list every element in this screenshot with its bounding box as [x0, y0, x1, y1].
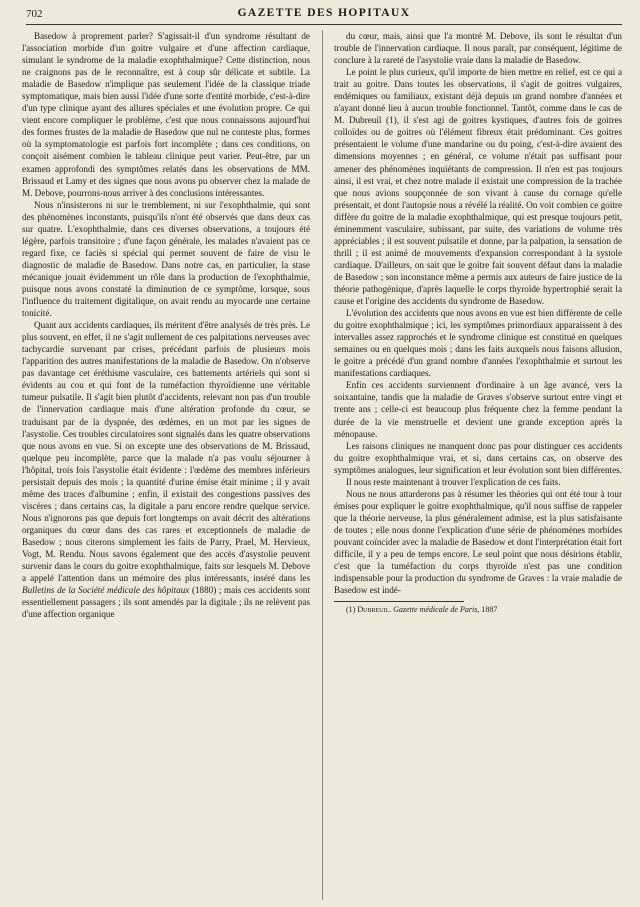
paragraph: Il nous reste maintenant à trouver l'explication de ces faits. [346, 476, 561, 487]
paragraph: L'évolution des accidents que nous avons en vue est bien différente de celle du goitre exophthalmique ; ici, les symptômes primordiaux apparaissent à des intervalles assez rapprochés et le syndrome clinique est constitué en quelques semaines ou en quelques mois ; dans les faits auxquels nous faisons allusion, le goitre a précédé d'un grand nombre d'années l'exophthalmie et surtout les manifestations cardiaques. [334, 308, 622, 379]
footnote-author: Dubreuil. [357, 605, 392, 615]
paragraph: Les raisons cliniques ne manquent donc pas pour distinguer ces accidents du goitre exophthalmique vrai, et si, dans certains cas, on observe des symptômes analogues, leur signification et leur évolution sont bien différentes. [334, 440, 622, 475]
paragraph-text: Quant aux accidents cardiaques, ils méritent d'être analysés de très près. Le plus souvent, en effet, il ne s'agit nullement de ces palpitations nerveuses avec tachycardie survenant par crises, précédant parfois de plusieurs mois l'apparition des autres manifestations de la maladie de Basedow. On n'observe pas davantage cet éréthisme vasculaire, ces battements artériels qui sont si évidents au cou et qui font de la tuméfaction thyroïdienne une véritable tumeur pulsatile. Il s'agit bien plutôt d'accidents, relevant non pas d'un trouble de l'innervation cardiaque mais d'une altération profonde du cœur, se traduisant par de la dyspnée, des œdèmes, en un mot par les signes de l'asystolie. Ces troubles circulatoires sont signalés dans les quatre observations que nous avons en vue. Si on excepte une des observations de M. Brissaud, quelque peu incomplète, parce que la malade n'a pas voulu séjourner à l'hôpital, trois fois l'asystolie était évidente : l'œdème des membres inférieurs persistait depuis des mois ; la quantité d'urine émise était minime ; il y avait même des traces d'albumine ; enfin, il existait des congestions passives des viscères ; dans certains cas, la digitale a paru encore rendre quelque service. Nous n'ignorons pas que depuis fort longtemps on avait décrit des altérations organiques du cœur dans des cas rares et exceptionnels de maladie de Basedow ; nous citerons simplement les faits de Parry, Prael, M. Hervieux, Vogt, M. Rendu. Nous savons également que des accès d'asystolie peuvent survenir dans le cours du goitre exophthalmique, faits sur lesquels M. Debove a appelé l'attention dans un mémoire des plus intéressants, inséré dans les [22, 320, 310, 584]
paragraph: Enfin ces accidents surviennent d'ordinaire à un âge avancé, vers la soixantaine, tandis que la maladie de Graves s'observe surtout entre vingt et trente ans ; celle-ci est beaucoup plus fréquente chez la femme pendant la durée de la vie menstruelle et devient une grande exception après la ménopause. [334, 380, 622, 439]
footnote-rule [334, 601, 464, 602]
page-number: 702 [26, 8, 43, 20]
footnote-marker: (1) [346, 605, 356, 615]
column-divider [322, 30, 323, 900]
paragraph: Basedow à proprement parler? S'agissait-il d'un syndrome résultant de l'association morbide d'un goitre vulgaire et d'une affection cardiaque, simulant le syndrome de la maladie exophthalmique? Cette distinction, nous ne craignons pas de le reconnaître, est à coup sûr délicate et subtile. La maladie de Basedow n'implique pas seulement l'idée de la classique triade symptomatique, mais bien aussi l'idée d'une sorte d'entité morbide, c'est-à-dire d'un type clinique ayant des allures spéciales et une évolution propre. Ce qui vient encore compliquer le problème, c'est que nous connaissons aujourd'hui des formes frustes de la maladie de Basedow que nul ne conteste plus, formes où la symptomatologie est parfois fort incomplète ; dans ces conditions, on conçoit aisément combien le tableau clinique peut varier. Peut-être, par un examen approfondi des symptômes relatés dans les observations de MM. Brissaud et Lamy et des signes que nous avons pu observer chez la malade de M. Debove, pourrons-nous arriver à des conclusions intéressantes. [22, 31, 310, 198]
page-header [26, 4, 622, 25]
left-column [22, 30, 310, 902]
running-title: GAZETTE DES HOPITAUX [237, 7, 411, 19]
paragraph [22, 319, 310, 620]
paragraph: Nous ne nous attarderons pas à résumer les théories qui ont été tour à tour émises pour expliquer le goitre exophthalmique, qu'il nous suffise de rappeler que la théorie nerveuse, la plus généralement admise, est la plus satisfaisante de toutes ; elle nous donne l'explication d'une série de phénomènes morbides pouvant coïncider avec la maladie de Basedow et dont l'interprétation était fort difficile, il y a peu de temps encore. Le seul point que nous désirions établir, c'est que la tuméfaction du corps thyroïde n'est pas une condition indispensable pour la production du syndrome de Graves : la vraie maladie de Basedow est indé- [334, 488, 622, 596]
right-column [334, 30, 622, 902]
paragraph: Le point le plus curieux, qu'il importe de bien mettre en relief, est ce qui a trait au goitre. Dans toutes les observations, il s'agit de goitres vulgaires, endémiques ou familiaux, existant déjà depuis un grand nombre d'années et n'ayant donné lieu à aucun trouble fonctionnel. Tantôt, comme dans le cas de M. Dubreuil (1), il s'est agi de goitres kystiques, d'autres fois de goitres colloïdes ou de goitres où l'élément fibreux était prédominant. Ces goitres présentaient le volume d'une mandarine ou du poing, c'est-à-dire avaient des dimensions moyennes ; en général, ce volume n'était pas suffisant pour amener des phénomènes inquiétants de compression. Il n'en est pas toujours ainsi, il est vrai, et chez notre malade il existait une compression de la trachée que nous avions soupçonnée de son vivant à cause du cornage qu'elle présentait, et dont l'autopsie nous a révélé la réalité. On voit combien ce goitre diffère du goitre de la maladie exophthalmique, qui est presque toujours petit, éminemment vasculaire, subissant, par suite, des variations de volume très appréciables ; il est souvent pulsatile et donne, par la palpation, la sensation de thrill ; il est animé de mouvements d'expansion correspondant à la systole cardiaque. D'ailleurs, on sait que le goitre fait souvent défaut dans la maladie de Basedow ; son inconstance même a permis aux auteurs de faire justice de la théorie pathogénique, d'après laquelle le corps thyroïde hypertrophié serait la cause et l'origine des accidents du syndrome de Basedow. [334, 67, 622, 307]
footnote-source: Gazette médicale de Paris, [393, 605, 480, 615]
paragraph: du cœur, mais, ainsi que l'a montré M. Debove, ils sont le résultat d'un trouble de l'innervation cardiaque. Il nous paraît, par conséquent, légitime de conclure à la rareté de l'asystolie vraie dans la maladie de Basedow. [334, 31, 622, 66]
footnote-year: 1887 [481, 605, 498, 615]
footnote [334, 605, 622, 615]
paragraph: Nous n'insisterons ni sur le tremblement, ni sur l'exophthalmie, qui sont des phénomènes inconstants, puisqu'ils n'ont été observés que dans deux cas sur quatre. L'exophthalmie, dans ces diverses observations, a toujours été légère, parfois transitoire ; d'une façon générale, les malades n'avaient pas ce regard fixe, ce faciès si spécial qui permet souvent de faire de visu le diagnostic de maladie de Basedow. Dans notre cas, en particulier, la stase mécanique jouait évidemment un rôle dans la production de l'exophthalmie, puisque nous avons constaté la diminution de ce symptôme, lorsque, sous l'influence du traitement digitalique, on avait rendu au myocarde une certaine tonicité. [22, 199, 310, 319]
paragraph-text: (1880) ; mais ces accidents sont essentiellement passagers ; ils sont amendés par la digitale ; ils ne relèvent pas d'une affection organique [22, 585, 310, 620]
journal-title: Bulletins de la Société médicale des hôpitaux [22, 585, 190, 596]
